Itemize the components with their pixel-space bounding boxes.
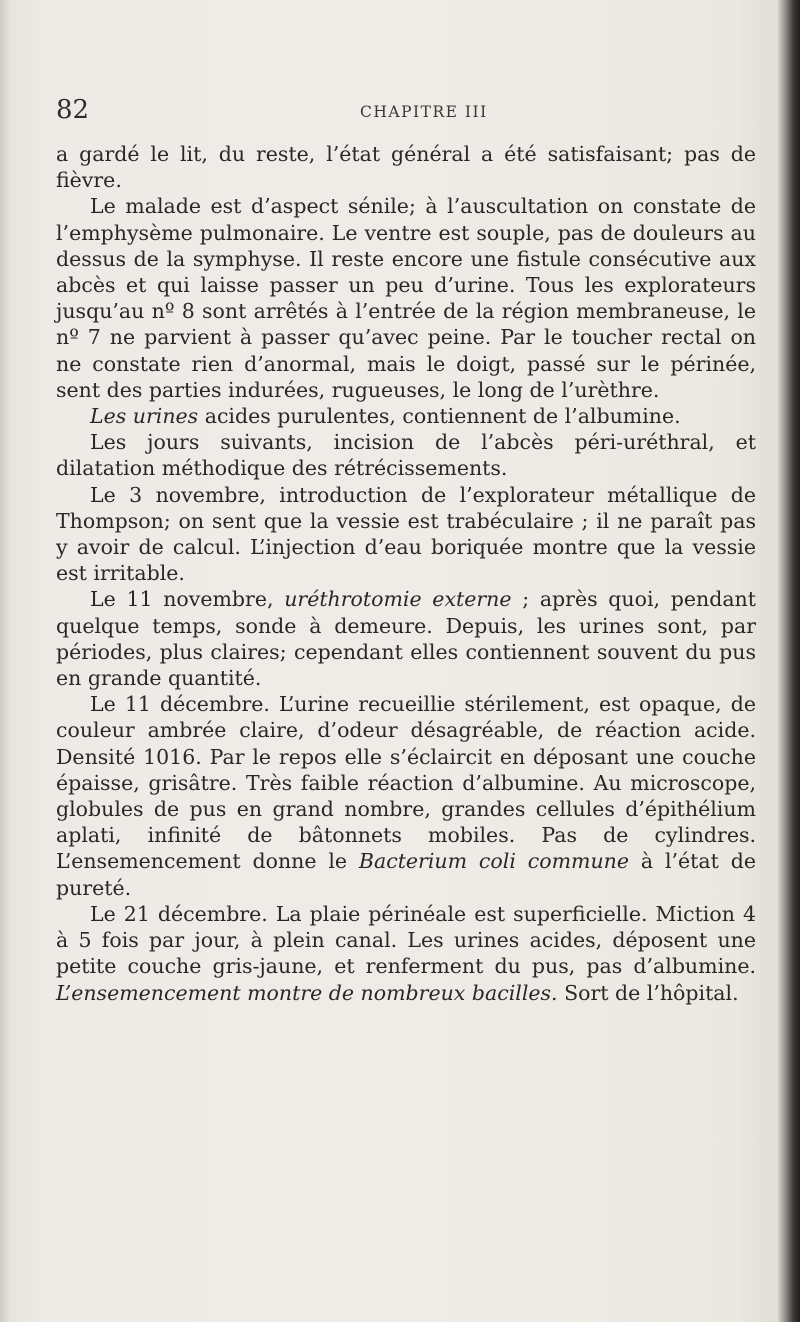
paragraph-2-text: Le malade est d’aspect sénile; à l’auscultation on constate de l’emphysème pulmonaire. Le ventre est souple, pas de douleurs au dessus de la symphyse. Il reste encore une fistule consécutive aux abcès et qui laisse passer un peu d’urine. Tous les explorateurs jusqu’au nº 8 sont arrêtés à l’entrée de la région membraneuse, le nº 7 ne parvient à passer qu’avec peine. Par le toucher rectal on ne constate rien d’anormal, mais le doigt, passé sur le périnée, sent des parties indurées, rugueuses, le long de l’urèthre. [56, 194, 756, 402]
paragraph-5 [56, 482, 756, 587]
page-number: 82 [56, 95, 90, 125]
page-left-shadow [0, 0, 10, 1322]
paragraph-7-before: Le 11 décembre. L’urine recueillie stérilement, est opaque, de couleur ambrée claire, d’odeur désagréable, de réaction acide. Densité 1016. Par le repos elle s’éclaircit en déposant une couche épaisse, grisâtre. Très faible réaction d’albumine. Au microscope, globules de pus en grand nombre, grandes cellules d’épithélium aplati, infinité de bâtonnets mobiles. Pas de cylindres. L’ensemencement donne le [56, 692, 756, 874]
page-header [56, 95, 756, 135]
paragraph-6 [56, 586, 756, 691]
paragraph-7 [56, 691, 756, 901]
paragraph-3-text: acides purulentes, contiennent de l’albumine. [198, 404, 681, 429]
paragraph-5-text: Le 3 novembre, introduction de l’explorateur métallique de Thompson; on sent que la vessie est trabéculaire ; il ne paraît pas y avoir de calcul. L’injection d’eau boriquée montre que la vessie est irritable. [56, 482, 756, 586]
paragraph-3 [56, 403, 756, 429]
paragraph-8-italic: L’ensemencement montre de nombreux bacilles. [56, 980, 558, 1005]
paragraph-8-before: Le 21 décembre. La plaie périnéale est superficielle. Miction 4 à 5 fois par jour, à plein canal. Les urines acides, déposent une petite couche gris-jaune, et renferment du pus, pas d’albumine. [56, 901, 756, 979]
paragraph-6-after: ; après quoi, pendant quelque temps, sonde à demeure. Depuis, les urines sont, par périodes, plus claires; cependant elles contiennent souvent du pus en grande quantité. [56, 587, 756, 691]
book-binding-edge [778, 0, 800, 1322]
paragraph-7-after: à l’état de pureté. [56, 849, 756, 900]
paragraph-8-after: Sort de l’hôpital. [557, 980, 739, 1005]
paragraph-7-italic: Bacterium coli commune [358, 849, 629, 874]
paragraph-2 [56, 193, 756, 403]
page-body-text [56, 141, 756, 1006]
paragraph-1-text: a gardé le lit, du reste, l’état général a été satisfaisant; pas de fièvre. [56, 142, 756, 193]
paragraph-4 [56, 429, 756, 481]
paragraph-3-italic: Les urines [90, 404, 199, 429]
running-head: CHAPITRE III [360, 103, 488, 121]
paragraph-4-text: Les jours suivants, incision de l’abcès péri-uréthral, et dilatation méthodique des rétrécissements. [56, 430, 756, 481]
paragraph-6-italic: uréthrotomie externe [284, 587, 512, 612]
paragraph-1 [56, 141, 756, 193]
paragraph-6-before: Le 11 novembre, [90, 587, 285, 612]
paragraph-8 [56, 901, 756, 1006]
